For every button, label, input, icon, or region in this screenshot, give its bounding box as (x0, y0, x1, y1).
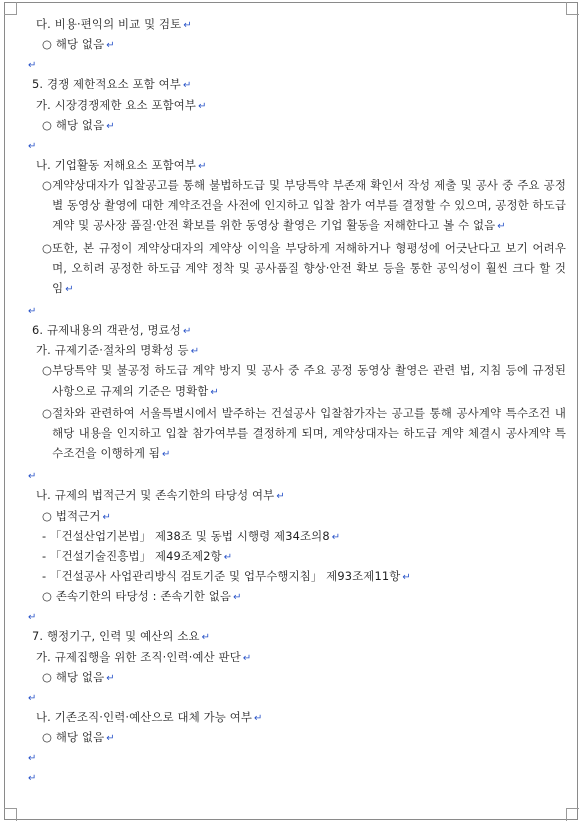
paragraph-mark-icon: ↵ (28, 471, 37, 483)
paragraph-mark-icon: ↵ (331, 531, 341, 543)
empty-paragraph (26, 135, 566, 155)
document-body[interactable] (26, 14, 566, 788)
paragraph-text: ○ 존속기한의 타당성 : 존속기한 없음 (42, 589, 232, 604)
paragraph-mark-icon: ↵ (402, 571, 411, 583)
paragraph-mark-icon: ↵ (28, 753, 37, 765)
paragraph-line (26, 727, 566, 747)
margin-corner-top-left (4, 2, 17, 15)
paragraph-mark-icon: ↵ (106, 40, 115, 52)
paragraph-text: 나. 규제의 법적근거 및 존속기한의 타당성 여부 (36, 488, 275, 503)
paragraph-line (26, 340, 566, 360)
paragraph-mark-icon: ↵ (254, 712, 263, 724)
paragraph-line (26, 238, 566, 300)
paragraph-mark-icon: ↵ (28, 612, 37, 624)
paragraph-mark-icon: ↵ (28, 306, 37, 318)
paragraph-line (26, 403, 566, 465)
paragraph-mark-icon: ↵ (190, 346, 200, 358)
paragraph-text: 5. 경쟁 제한적요소 포함 여부 (32, 77, 181, 92)
paragraph-mark-icon: ↵ (28, 140, 37, 152)
paragraph-line (26, 546, 566, 566)
paragraph-line (26, 175, 566, 237)
paragraph-mark-icon: ↵ (182, 326, 192, 338)
paragraph-text: - 「건설기술진흥법」 제49조제2항 (42, 548, 222, 563)
paragraph-line (26, 115, 566, 135)
empty-paragraph (26, 300, 566, 320)
paragraph-mark-icon: ↵ (242, 652, 252, 664)
paragraph-text: 7. 행정기구, 인력 및 예산의 소요 (32, 629, 200, 644)
empty-paragraph (26, 465, 566, 485)
paragraph-line (26, 34, 566, 54)
paragraph-mark-icon: ↵ (210, 386, 219, 398)
paragraph-text: 6. 규제내용의 객관성, 명료성 (32, 323, 181, 338)
bullet-mark: ○ (42, 363, 53, 378)
paragraph-text: ○ 법적근거 (42, 508, 101, 523)
paragraph-mark-icon: ↵ (201, 632, 211, 644)
paragraph-mark-icon: ↵ (28, 60, 37, 72)
paragraph-mark-icon: ↵ (106, 672, 115, 684)
paragraph-line (26, 586, 566, 606)
paragraph-mark-icon: ↵ (223, 551, 233, 563)
paragraph-line (26, 667, 566, 687)
paragraph-text: ○ 해당 없음 (42, 730, 105, 745)
empty-paragraph (26, 767, 566, 787)
paragraph-line (26, 566, 566, 586)
paragraph-line (26, 626, 566, 646)
paragraph-mark-icon: ↵ (28, 692, 37, 704)
paragraph-text: 또한, 본 규정이 계약상대자의 계약상 이익을 부당하게 저해하거나 형평성에 어긋난다고 보기 어려우며, 오히려 공정한 하도급 계약 정착 및 공사품질 향상·안전 확보 등을 통한 공익성이 훨씬 크다 할 것임 ↵ (52, 240, 566, 295)
empty-paragraph (26, 54, 566, 74)
paragraph-mark-icon: ↵ (65, 283, 74, 295)
paragraph-text: 다. 비용·편익의 비교 및 검토 (36, 17, 182, 31)
paragraph-mark-icon: ↵ (28, 773, 37, 785)
paragraph-text: 나. 기업활동 저해요소 포함여부 (36, 157, 197, 172)
paragraph-line (26, 647, 566, 667)
margin-corner-bottom-right (566, 808, 579, 821)
paragraph-mark-icon: ↵ (162, 449, 171, 461)
paragraph-line (26, 14, 566, 34)
paragraph-line (26, 155, 566, 175)
empty-paragraph (26, 687, 566, 707)
paragraph-line (26, 526, 566, 546)
empty-paragraph (26, 606, 566, 626)
margin-corner-top-right (566, 2, 579, 15)
paragraph-mark-icon: ↵ (106, 733, 115, 745)
paragraph-text: - 「건설공사 사업관리방식 검토기준 및 업무수행지침」 제93조제11항 (42, 568, 401, 583)
paragraph-line (26, 485, 566, 505)
paragraph-text: ○ 해당 없음 (42, 669, 105, 684)
paragraph-mark-icon: ↵ (182, 80, 192, 92)
paragraph-mark-icon: ↵ (233, 592, 242, 604)
bullet-mark: ○ (42, 178, 53, 193)
paragraph-text: 나. 기존조직·인력·예산으로 대체 가능 여부 (36, 709, 253, 724)
paragraph-mark-icon: ↵ (276, 491, 285, 503)
paragraph-line (26, 360, 566, 402)
margin-corner-bottom-left (4, 808, 17, 821)
paragraph-text: - 「건설산업기본법」 제38조 및 동법 시행령 제34조의8 (42, 528, 330, 543)
paragraph-line (26, 95, 566, 115)
paragraph-text: 부당특약 및 불공정 하도급 계약 방지 및 공사 중 주요 공정 동영상 촬영은 관련 법, 지침 등에 규정된 사항으로 규제의 기준은 명확함 ↵ (52, 363, 566, 398)
empty-paragraph (26, 747, 566, 767)
bullet-mark: ○ (42, 405, 53, 420)
paragraph-text: ○ 해당 없음 (42, 37, 105, 52)
paragraph-text: 가. 규제집행을 위한 조직·인력·예산 판단 (36, 649, 241, 664)
paragraph-mark-icon: ↵ (198, 100, 207, 112)
paragraph-text: 가. 규제기준·절차의 명확성 등 (36, 343, 189, 358)
bullet-mark: ○ (42, 240, 53, 255)
paragraph-mark-icon: ↵ (102, 511, 112, 523)
paragraph-mark-icon: ↵ (183, 20, 192, 31)
paragraph-mark-icon: ↵ (106, 120, 115, 132)
paragraph-mark-icon: ↵ (198, 160, 207, 172)
paragraph-line (26, 506, 566, 526)
paragraph-line (26, 320, 566, 340)
paragraph-line (26, 74, 566, 94)
paragraph-text: ○ 해당 없음 (42, 117, 105, 132)
paragraph-text: 가. 시장경쟁제한 요소 포함여부 (36, 97, 197, 112)
paragraph-mark-icon: ↵ (497, 221, 506, 233)
paragraph-text: 계약상대자가 입찰공고를 통해 불법하도급 및 부당특약 부존재 확인서 작성 제출 및 공사 중 주요 공정별 동영상 촬영에 대한 계약조건을 사전에 인지하고 입찰 참가 여부를 결정할 수 있으며, 공정한 하도급 계약 및 공사장 품질·안전 확보를 위한 동영상 촬영은 기업 활동을 저해한다고 볼 수 없음 ↵ (52, 178, 566, 233)
paragraph-text: 절차와 관련하여 서울특별시에서 발주하는 건설공사 입찰참가자는 공고를 통해 공사계약 특수조건 내 해당 내용을 인지하고 입찰 참가여부를 결정하게 되며, 계약상대자는 하도급 계약 체결시 공사계약 특수조건을 이행하게 됨 ↵ (52, 405, 566, 461)
paragraph-line (26, 707, 566, 727)
